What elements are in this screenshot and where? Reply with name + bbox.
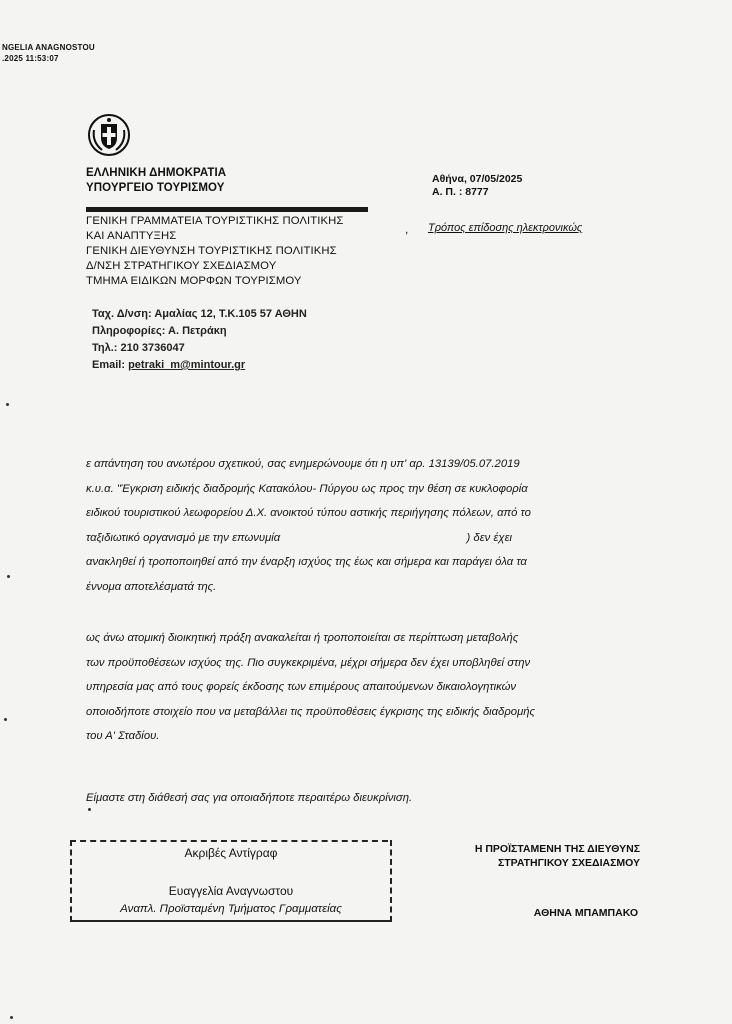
department-line-3: ΓΕΝΙΚΗ ΔΙΕΥΘΥΝΣΗ ΤΟΥΡΙΣΤΙΚΗΣ ΠΟΛΙΤΙΚΗΣ xyxy=(86,245,337,257)
department-line-2: ΚΑΙ ΑΝΑΠΤΥΞΗΣ xyxy=(86,230,177,242)
scan-speck xyxy=(10,1016,13,1019)
signature-title xyxy=(400,842,640,870)
body-line: υπηρεσία μας από τους φορείς έκδοσης των επιμέρους απαιτούμενων δικαιολογητικών xyxy=(86,681,517,693)
signature-line-2: ΣΤΡΑΤΗΓΙΚΟΥ ΣΧΕΔΙΑΣΜΟΥ xyxy=(497,857,640,869)
document-date: Αθήνα, 07/05/2025 xyxy=(432,173,523,185)
document-meta xyxy=(432,173,522,199)
contact-email-row xyxy=(92,357,307,374)
scan-speck xyxy=(6,403,9,406)
copy-box-name: Ευαγγελία Αναγνωστου xyxy=(168,884,294,898)
delivery-method: Τρόπος επίδοσης ηλεκτρονικώς xyxy=(428,222,583,234)
stamp-datetime: .2025 11:53:07 xyxy=(2,54,59,63)
protocol-number: Α. Π. : 8777 xyxy=(432,186,489,198)
body-line: ως άνω ατομική διοικητική πράξη ανακαλείται ή τροποποιείται σε περίπτωση μεταβολής xyxy=(86,632,519,644)
body-line-end: ) δεν έχει xyxy=(466,531,513,544)
body-paragraph-1 xyxy=(86,452,646,599)
signatory-name: ΑΘΗΝΑ ΜΠΑΜΠΑΚΟ xyxy=(533,907,638,919)
body-line: των προϋποθέσεων ισχύος της. Πιο συγκεκριμένα, μέχρι σήμερα δεν έχει υποβληθεί στην xyxy=(86,656,531,669)
body-line: ειδικού τουριστικού λεωφορείου Δ.Χ. ανοικτού τύπου αστικής περιήγησης πόλεων, από το xyxy=(86,507,531,519)
contact-block xyxy=(92,306,307,374)
body-paragraph-3: Είμαστε στη διάθεσή σας για οποιαδήποτε περαιτέρω διευκρίνιση. xyxy=(86,792,413,804)
department-block xyxy=(86,214,343,289)
body-line: του Α' Σταδίου. xyxy=(86,730,160,742)
ministry-header xyxy=(86,166,226,196)
stamp-name: NGELIA ANAGNOSTOU xyxy=(2,43,95,52)
scan-speck xyxy=(7,575,10,578)
header-line-2: ΥΠΟΥΡΓΕΙΟ ΤΟΥΡΙΣΜΟΥ xyxy=(86,182,225,194)
digital-signature-stamp xyxy=(2,42,95,64)
body-line: ανακληθεί ή τροποποιηθεί από την έναρξη ισχύος της έως και σήμερα και παράγει όλα τα xyxy=(86,556,527,568)
body-line: ε απάντηση του ανωτέρου σχετικού, σας ενημερώνουμε ότι η υπ' αρ. 13139/05.07.2019 xyxy=(86,458,520,470)
contact-phone: Τηλ.: 210 3736047 xyxy=(92,342,185,354)
department-line-5: ΤΜΗΜΑ ΕΙΔΙΚΩΝ ΜΟΡΦΩΝ ΤΟΥΡΙΣΜΟΥ xyxy=(86,275,302,287)
body-paragraph-2 xyxy=(86,626,646,749)
greek-coat-of-arms-icon xyxy=(86,112,132,158)
email-label: Email: xyxy=(92,359,129,371)
contact-address: Ταχ. Δ/νση: Αμαλίας 12, Τ.Κ.105 57 ΑΘΗΝ xyxy=(92,308,307,320)
scan-speck xyxy=(4,718,7,721)
department-line-4: Δ/ΝΣΗ ΣΤΡΑΤΗΓΙΚΟΥ ΣΧΕΔΙΑΣΜΟΥ xyxy=(86,260,277,272)
scan-speck xyxy=(88,808,91,811)
body-line-redacted xyxy=(86,526,646,551)
margin-mark: , xyxy=(405,222,409,236)
redacted-area xyxy=(283,526,463,551)
copy-box-title: Ακριβές Αντίγραφ xyxy=(184,846,278,860)
copy-box-role: Αναπλ. Προϊσταμένη Τμήματος Γραμματείας xyxy=(120,903,342,915)
signature-line-1: Η ΠΡΟΪΣΤΑΜΕΝΗ ΤΗΣ ΔΙΕΥΘΥΝΣ xyxy=(474,843,640,855)
header-divider xyxy=(86,207,368,212)
body-line: κ.υ.α. "Έγκριση ειδικής διαδρομής Κατακόλου- Πύργου ως προς την θέση σε κυκλοφορία xyxy=(86,482,528,495)
body-line: οποιοδήποτε στοιχείο που να μεταβάλλει τις προϋποθέσεις έγκρισης της ειδικής διαδρομής xyxy=(86,705,536,718)
certified-copy-box xyxy=(70,840,392,922)
email-link[interactable]: petraki_m@mintour.gr xyxy=(128,359,246,371)
body-line: έννομα αποτελέσματά της. xyxy=(86,580,217,593)
contact-info: Πληροφορίες: Α. Πετράκη xyxy=(92,325,227,337)
body-line-start: ταξιδιωτικό οργανισμό με την επωνυμία xyxy=(86,531,281,544)
header-line-1: ΕΛΛΗΝΙΚΗ ΔΗΜΟΚΡΑΤΙΑ xyxy=(86,167,227,179)
department-line-1: ΓΕΝΙΚΗ ΓΡΑΜΜΑΤΕΙΑ ΤΟΥΡΙΣΤΙΚΗΣ ΠΟΛΙΤΙΚΗΣ xyxy=(86,215,344,227)
